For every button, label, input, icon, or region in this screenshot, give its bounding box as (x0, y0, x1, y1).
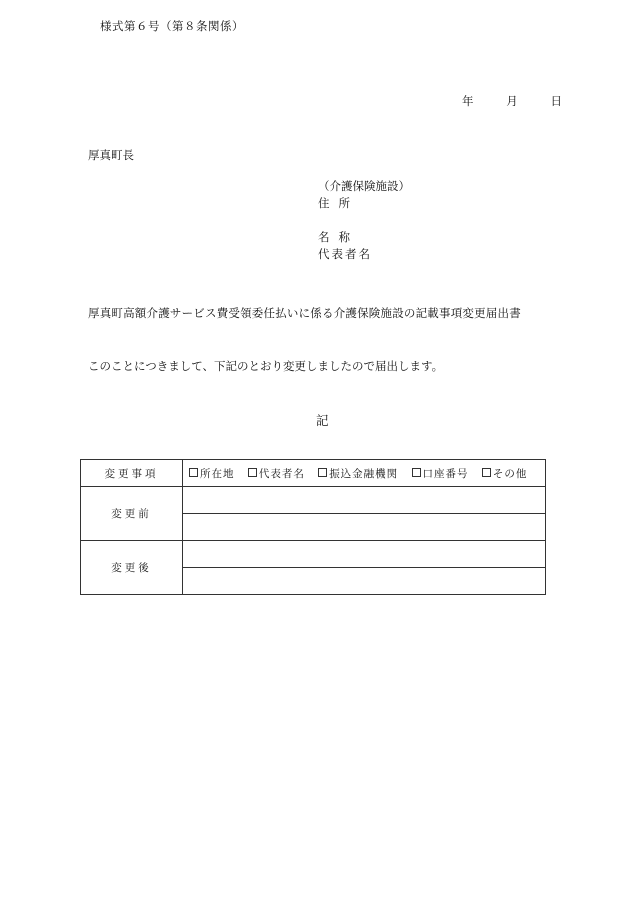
date-line (462, 93, 562, 109)
option-account-number[interactable]: 口座番号 (412, 468, 469, 480)
address-label: 住所 (318, 196, 359, 210)
after-row-1 (81, 541, 546, 568)
after-field-1[interactable] (183, 541, 546, 568)
checkbox-icon[interactable] (189, 468, 198, 477)
checkbox-icon[interactable] (248, 468, 257, 477)
option-bank[interactable]: 振込金融機関 (318, 468, 398, 480)
document-title: 厚真町高額介護サービス費受領委任払いに係る介護保険施設の記載事項変更届出書 (88, 306, 521, 320)
addressee: 厚真町長 (88, 148, 134, 162)
change-items-row (81, 460, 546, 487)
after-field-2[interactable] (183, 568, 546, 595)
checkbox-icon[interactable] (318, 468, 327, 477)
after-label: 変更後 (81, 541, 183, 595)
date-day: 日 (550, 94, 562, 108)
applicant-block (318, 178, 410, 263)
before-row-1 (81, 487, 546, 514)
before-field-1[interactable] (183, 487, 546, 514)
ki-heading: 記 (316, 413, 329, 428)
body-text: このことにつきまして、下記のとおり変更しましたので届出します。 (88, 359, 444, 373)
change-table (80, 459, 546, 595)
before-field-2[interactable] (183, 514, 546, 541)
form-number: 様式第６号（第８条関係） (100, 19, 244, 33)
change-options-cell (183, 460, 546, 487)
before-label: 変更前 (81, 487, 183, 541)
checkbox-icon[interactable] (412, 468, 421, 477)
date-year: 年 (462, 94, 474, 108)
date-month: 月 (506, 94, 518, 108)
representative-label: 代表者名 (318, 247, 372, 261)
facility-label: （介護保険施設） (318, 179, 410, 193)
option-other[interactable]: その他 (482, 468, 528, 480)
change-items-label: 変更事項 (81, 460, 183, 487)
checkbox-icon[interactable] (482, 468, 491, 477)
option-address[interactable]: 所在地 (189, 468, 235, 480)
name-label: 名称 (318, 230, 359, 244)
option-representative[interactable]: 代表者名 (248, 468, 305, 480)
